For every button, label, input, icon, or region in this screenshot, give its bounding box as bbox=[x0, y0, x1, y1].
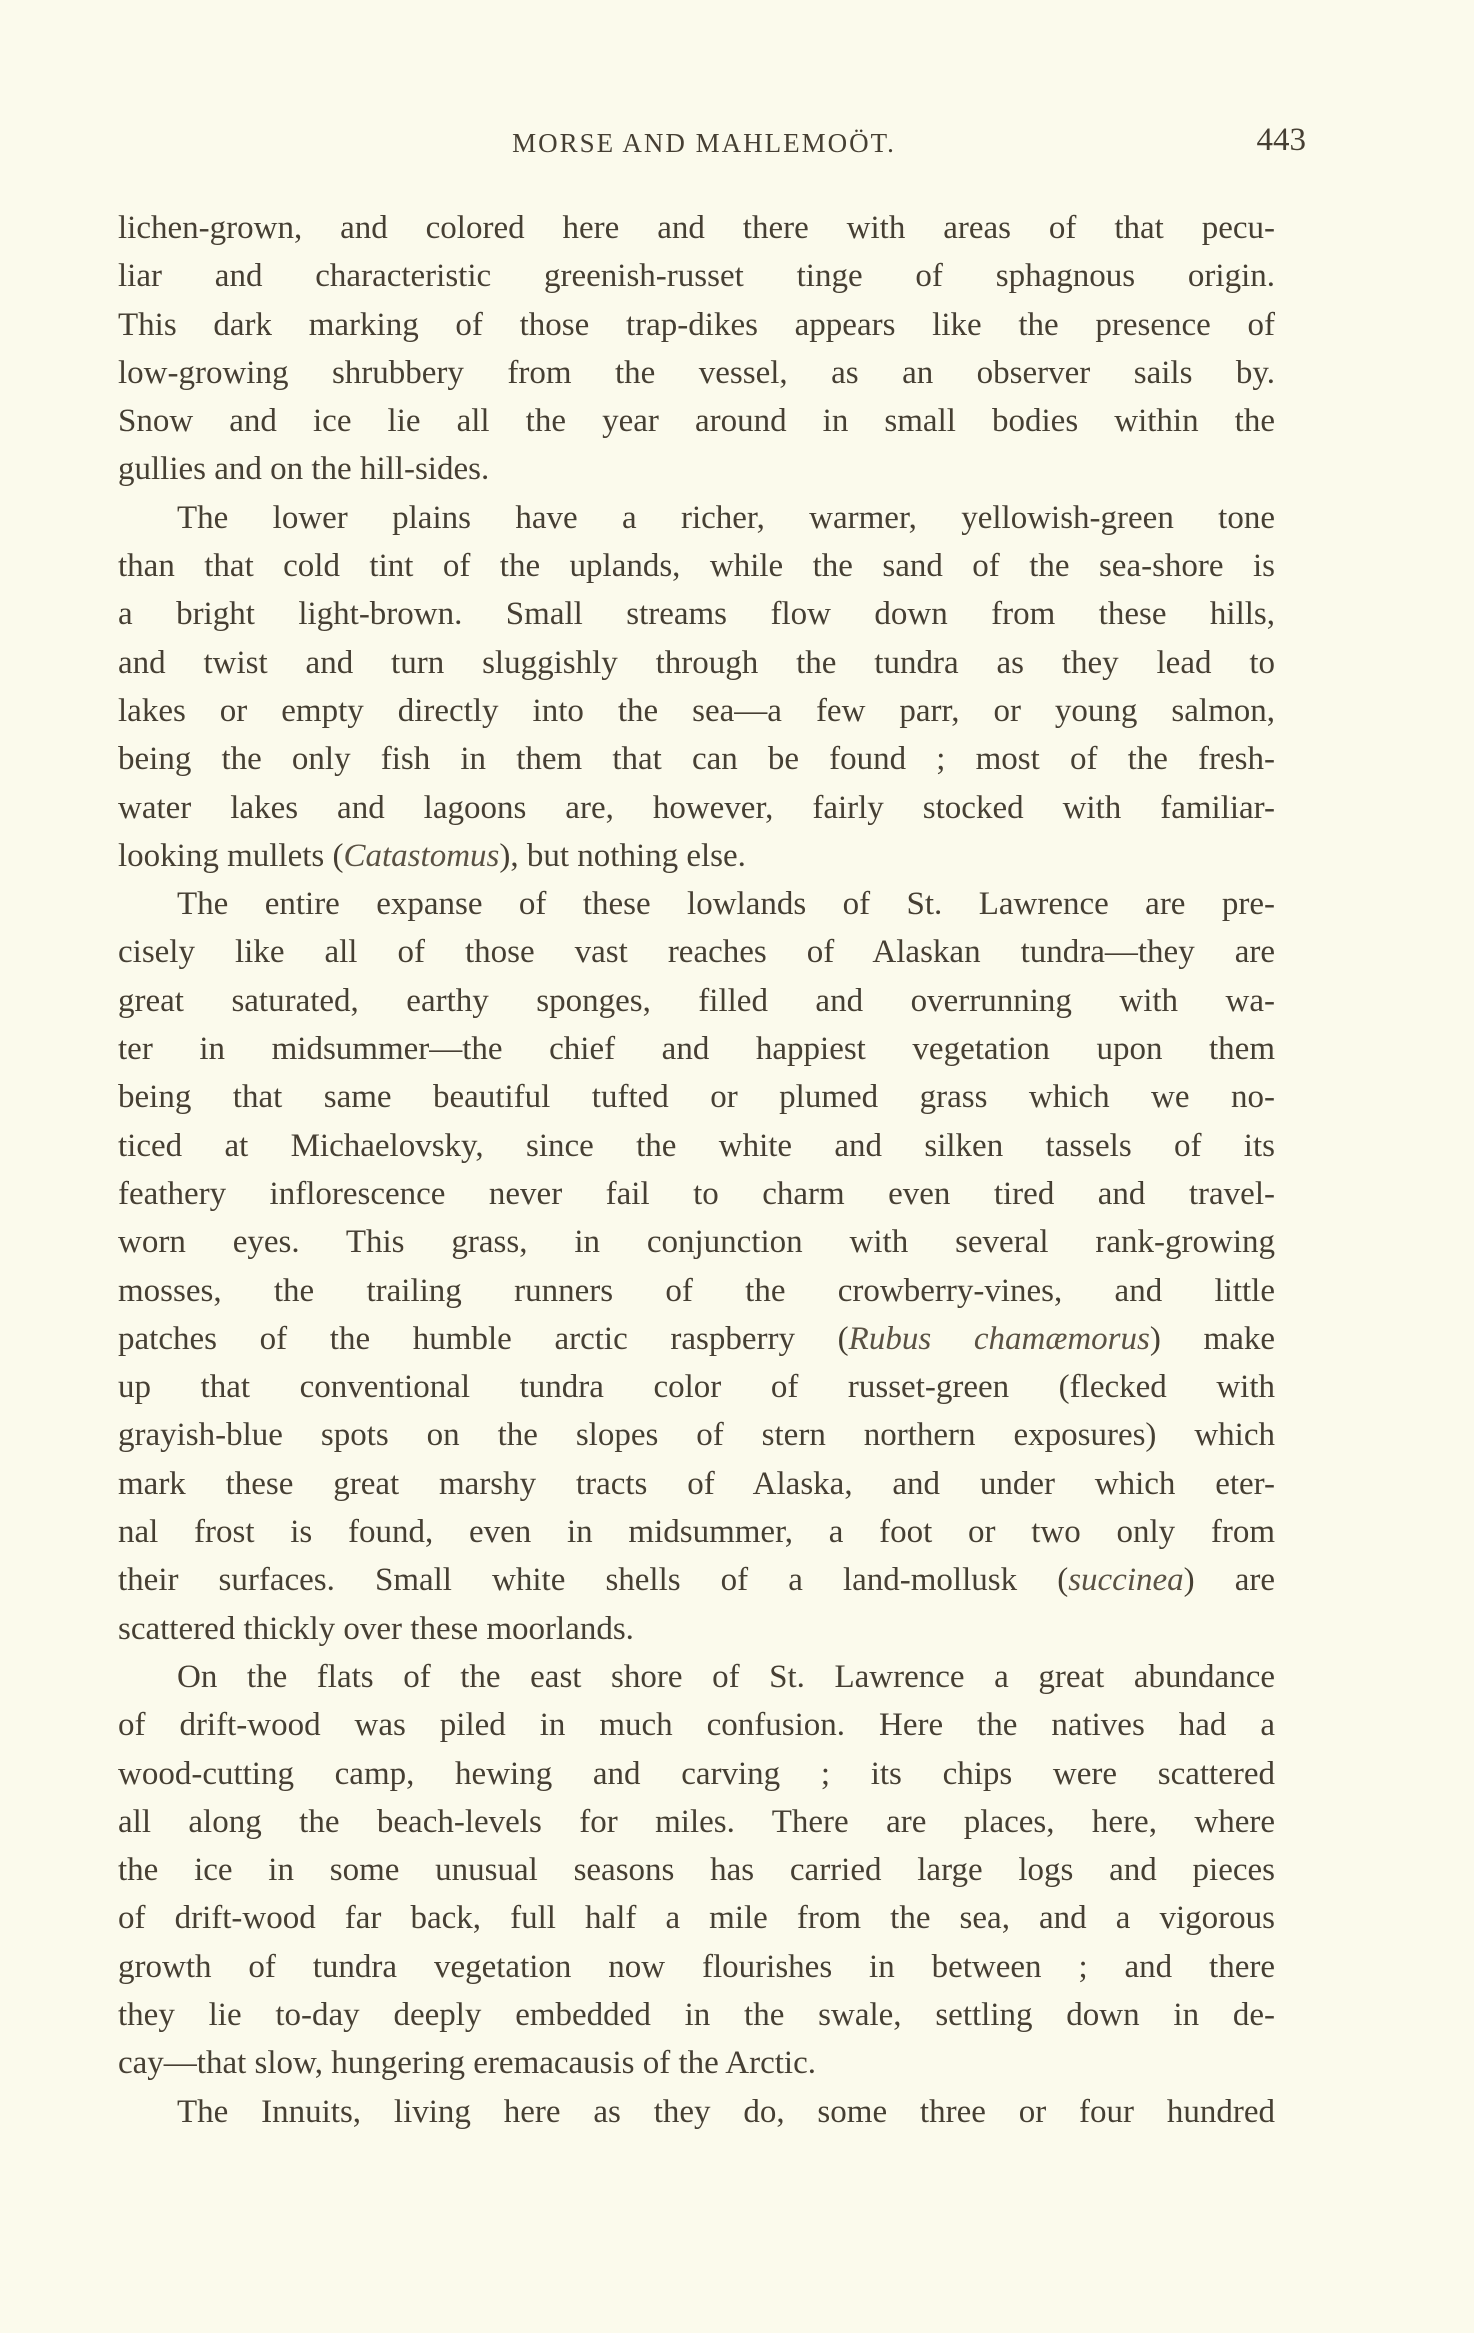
text-segment: patches of the humble arctic raspberry ( bbox=[118, 1320, 849, 1357]
page-number: 443 bbox=[1256, 122, 1306, 158]
text-line: gullies and on the hill-sides. bbox=[118, 451, 490, 488]
text-line: On the flats of the east shore of St. Lawrence a great abundance bbox=[177, 1658, 1275, 1695]
text-line: ter in midsummer—the chief and happiest vegetation upon them bbox=[118, 1031, 1275, 1068]
text-line: being that same beautiful tufted or plumed grass which we no- bbox=[118, 1079, 1275, 1116]
text-line: The Innuits, living here as they do, some three or four hundred bbox=[177, 2093, 1275, 2130]
text-line: being the only fish in them that can be found ; most of the fresh- bbox=[118, 741, 1275, 778]
text-line: water lakes and lagoons are, however, fairly stocked with familiar- bbox=[118, 789, 1275, 826]
text-line: feathery inflorescence never fail to charm even tired and travel- bbox=[118, 1175, 1275, 1212]
text-line: The entire expanse of these lowlands of St. Lawrence are pre- bbox=[177, 886, 1275, 923]
text-line: ticed at Michaelovsky, since the white and silken tassels of its bbox=[118, 1127, 1275, 1164]
text-line: of drift-wood far back, full half a mile from the sea, and a vigorous bbox=[118, 1900, 1275, 1937]
text-line: nal frost is found, even in midsummer, a foot or two only from bbox=[118, 1514, 1275, 1551]
text-segment: looking mullets ( bbox=[118, 837, 344, 874]
text-line bbox=[118, 1556, 1275, 1604]
text-line: cay—that slow, hungering eremacausis of the Arctic. bbox=[118, 2045, 816, 2082]
italic-species-name: Catastomus bbox=[343, 837, 500, 874]
text-line: than that cold tint of the uplands, while the sand of the sea-shore is bbox=[118, 548, 1275, 585]
text-segment: their surfaces. Small white shells of a land-mollusk ( bbox=[118, 1562, 1069, 1599]
text-line: wood-cutting camp, hewing and carving ; its chips were scattered bbox=[118, 1755, 1275, 1792]
text-line: all along the beach-levels for miles. There are places, here, where bbox=[118, 1803, 1275, 1840]
text-line: growth of tundra vegetation now flourishes in between ; and there bbox=[118, 1948, 1275, 1985]
text-line bbox=[118, 832, 1275, 880]
text-line: The lower plains have a richer, warmer, yellowish-green tone bbox=[177, 499, 1275, 536]
text-line: lakes or empty directly into the sea—a few parr, or young salmon, bbox=[118, 692, 1275, 729]
text-line: a bright light-brown. Small streams flow down from these hills, bbox=[118, 596, 1275, 633]
text-segment: ), but nothing else. bbox=[499, 837, 746, 874]
text-line: Snow and ice lie all the year around in small bodies within the bbox=[118, 403, 1275, 440]
body-text bbox=[118, 204, 1275, 2136]
text-line: and twist and turn sluggishly through the tundra as they lead to bbox=[118, 644, 1275, 681]
italic-species-name: succinea bbox=[1068, 1562, 1184, 1599]
text-segment: ) make bbox=[1149, 1320, 1275, 1357]
text-line: mark these great marshy tracts of Alaska, and under which eter- bbox=[118, 1465, 1275, 1502]
italic-species-name: Rubus chamæmorus bbox=[848, 1320, 1150, 1357]
text-line: low-growing shrubbery from the vessel, as an observer sails by. bbox=[118, 354, 1275, 391]
text-line: mosses, the trailing runners of the crowberry-vines, and little bbox=[118, 1272, 1275, 1309]
text-line: grayish-blue spots on the slopes of stern northern exposures) which bbox=[118, 1417, 1275, 1454]
text-line: up that conventional tundra color of russet-green (flecked with bbox=[118, 1369, 1275, 1406]
text-line: liar and characteristic greenish-russet tinge of sphagnous origin. bbox=[118, 258, 1275, 295]
text-line: great saturated, earthy sponges, filled and overrunning with wa- bbox=[118, 982, 1275, 1019]
running-title: MORSE AND MAHLEMOÖT. bbox=[512, 128, 896, 158]
text-line: worn eyes. This grass, in conjunction with several rank-growing bbox=[118, 1224, 1275, 1261]
text-line: cisely like all of those vast reaches of Alaskan tundra—they are bbox=[118, 934, 1275, 971]
text-segment: ) are bbox=[1183, 1562, 1275, 1599]
text-line: they lie to-day deeply embedded in the swale, settling down in de- bbox=[118, 1996, 1275, 2033]
text-line: of drift-wood was piled in much confusion. Here the natives had a bbox=[118, 1707, 1275, 1744]
text-line: This dark marking of those trap-dikes appears like the presence of bbox=[118, 306, 1275, 343]
text-line: scattered thickly over these moorlands. bbox=[118, 1610, 634, 1647]
text-line: the ice in some unusual seasons has carried large logs and pieces bbox=[118, 1852, 1275, 1889]
text-line: lichen-grown, and colored here and there with areas of that pecu- bbox=[118, 210, 1275, 246]
text-line bbox=[118, 1315, 1275, 1363]
page-header bbox=[118, 120, 1306, 166]
